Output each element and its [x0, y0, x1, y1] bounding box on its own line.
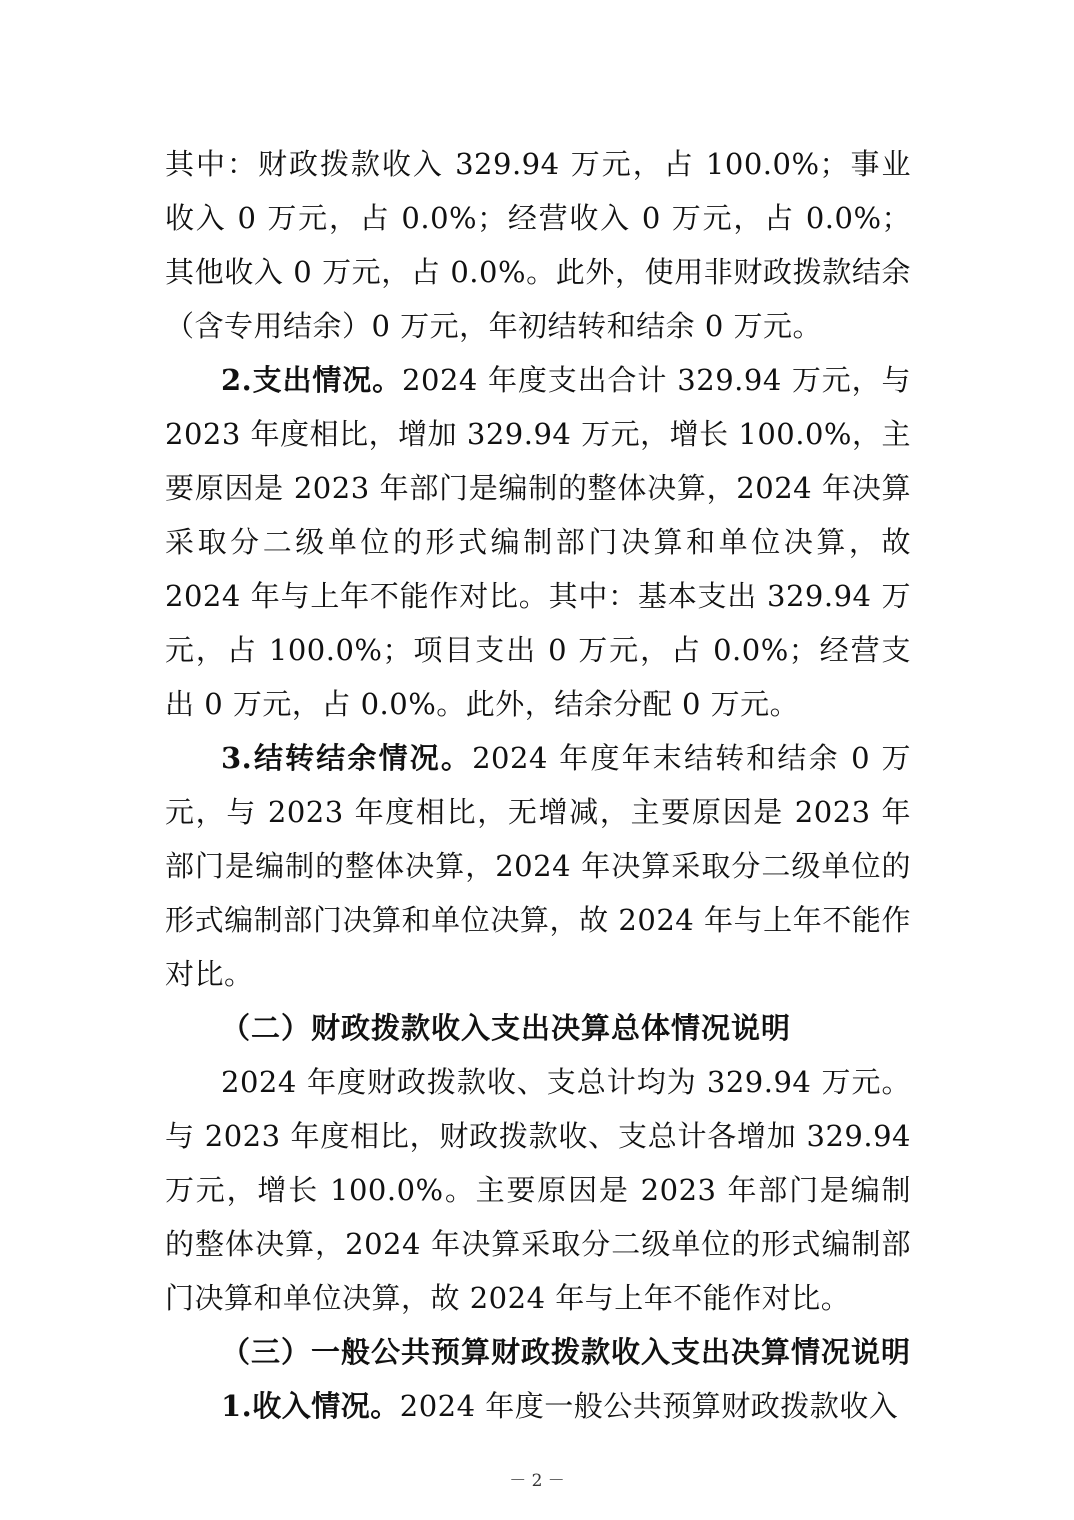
paragraph-text: 2024 年度一般公共预算财政拨款收入 — [399, 1389, 899, 1423]
paragraph-text: 2024 年度年末结转和结余 0 万元，与 2023 年度相比，无增减，主要原因是 2023 年部门是编制的整体决算，2024 年决算采取分二级单位的形式编制部门决算和单位决算，故 2024 年与上年不能作对比。 — [165, 741, 911, 991]
paragraph-carryover — [165, 731, 911, 1001]
paragraph-expenditure — [165, 353, 911, 731]
paragraph-income-breakdown — [165, 137, 911, 353]
paragraph-lead: 2.支出情况。 — [221, 363, 403, 397]
page-number: － 2 － — [509, 1471, 565, 1491]
paragraph-lead: 3.结转结余情况。 — [221, 741, 473, 775]
section-heading-2: （二）财政拨款收入支出决算总体情况说明 — [221, 1011, 792, 1045]
paragraph-general-budget-income — [165, 1379, 911, 1433]
document-body — [165, 137, 911, 1433]
paragraph-text: 其中：财政拨款收入 329.94 万元，占 100.0%；事业收入 0 万元，占 0.0%；经营收入 0 万元，占 0.0%；其他收入 0 万元，占 0.0%。此外，使用非财政拨款结余（含专用结余）0 万元，年初结转和结余 0 万元。 — [165, 147, 911, 343]
paragraph-fiscal-total — [165, 1055, 911, 1325]
paragraph-text: 2024 年度支出合计 329.94 万元，与 2023 年度相比，增加 329.94 万元，增长 100.0%，主要原因是 2023 年部门是编制的整体决算，2024 年决算采取分二级单位的形式编制部门决算和单位决算，故 2024 年与上年不能作对比。其中：基本支出 329.94 万元，占 100.0%；项目支出 0 万元，占 0.0%；经营支出 0 万元，占 0.0%。此外，结余分配 0 万元。 — [165, 363, 911, 721]
paragraph-lead: 1.收入情况。 — [221, 1389, 400, 1423]
paragraph-text: 2024 年度财政拨款收、支总计均为 329.94 万元。与 2023 年度相比，财政拨款收、支总计各增加 329.94 万元，增长 100.0%。主要原因是 2023 年部门是编制的整体决算，2024 年决算采取分二级单位的形式编制部门决算和单位决算，故 2024 年与上年不能作对比。 — [165, 1065, 911, 1315]
section-heading-3: （三）一般公共预算财政拨款收入支出决算情况说明 — [221, 1335, 912, 1369]
